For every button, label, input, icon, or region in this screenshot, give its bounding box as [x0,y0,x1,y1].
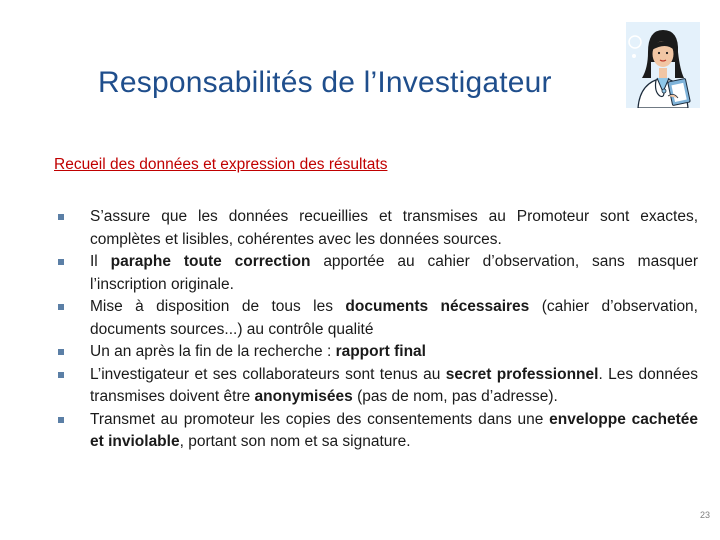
bullet-bold-text: paraphe toute correction [110,253,311,270]
bullet-bold-text: enveloppe cachetée et inviolable [90,410,698,450]
bullet-text: Transmet au promoteur les copies des consentements dans une [90,410,550,428]
bullet-text: . Les données transmises doivent être [90,365,698,405]
bullet-text: , portant son nom et sa signature. [179,433,411,450]
bullet-bold-text: rapport final [335,343,426,360]
bullet-text: (cahier d’observation, documents sources...) au contrôle qualité [90,298,698,338]
slide-title: Responsabilités de l’Investigateur [98,66,552,99]
bullet-text: L’investigateur et ses collaborateurs sont tenus au [90,365,446,383]
bullet-item [58,206,698,251]
bullet-text: Mise à disposition de tous les [90,298,346,315]
bullet-text: S’assure que les données recueillies et transmises au Promoteur sont exactes, complètes et lisibles, cohérentes avec les données sources. [90,208,698,248]
bullet-bold-text: documents nécessaires [345,298,530,315]
bullet-bold-text: secret professionnel [445,365,599,383]
bullet-list [58,206,698,454]
square-bullet-icon [58,214,64,220]
bullet-text: Un an après la fin de la recherche : [90,343,336,360]
page-number: 23 [700,510,711,520]
bullet-text: apportée au cahier d’observation, sans masquer l’inscription originale. [90,253,698,293]
section-subtitle: Recueil des données et expression des résultats [54,156,388,173]
bullet-item [58,409,698,454]
square-bullet-icon [58,417,64,423]
bullet-item [58,296,698,341]
square-bullet-icon [58,259,64,265]
bullet-text: (pas de nom, pas d’adresse). [352,388,558,405]
square-bullet-icon [58,349,64,355]
square-bullet-icon [58,304,64,310]
bullet-item [58,251,698,296]
bullet-bold-text: anonymisées [254,388,353,405]
bullet-text: Il [90,253,111,270]
bullet-item [58,341,698,364]
bullet-item [58,364,698,409]
square-bullet-icon [58,372,64,378]
doctor-with-clipboard-icon [626,22,700,108]
